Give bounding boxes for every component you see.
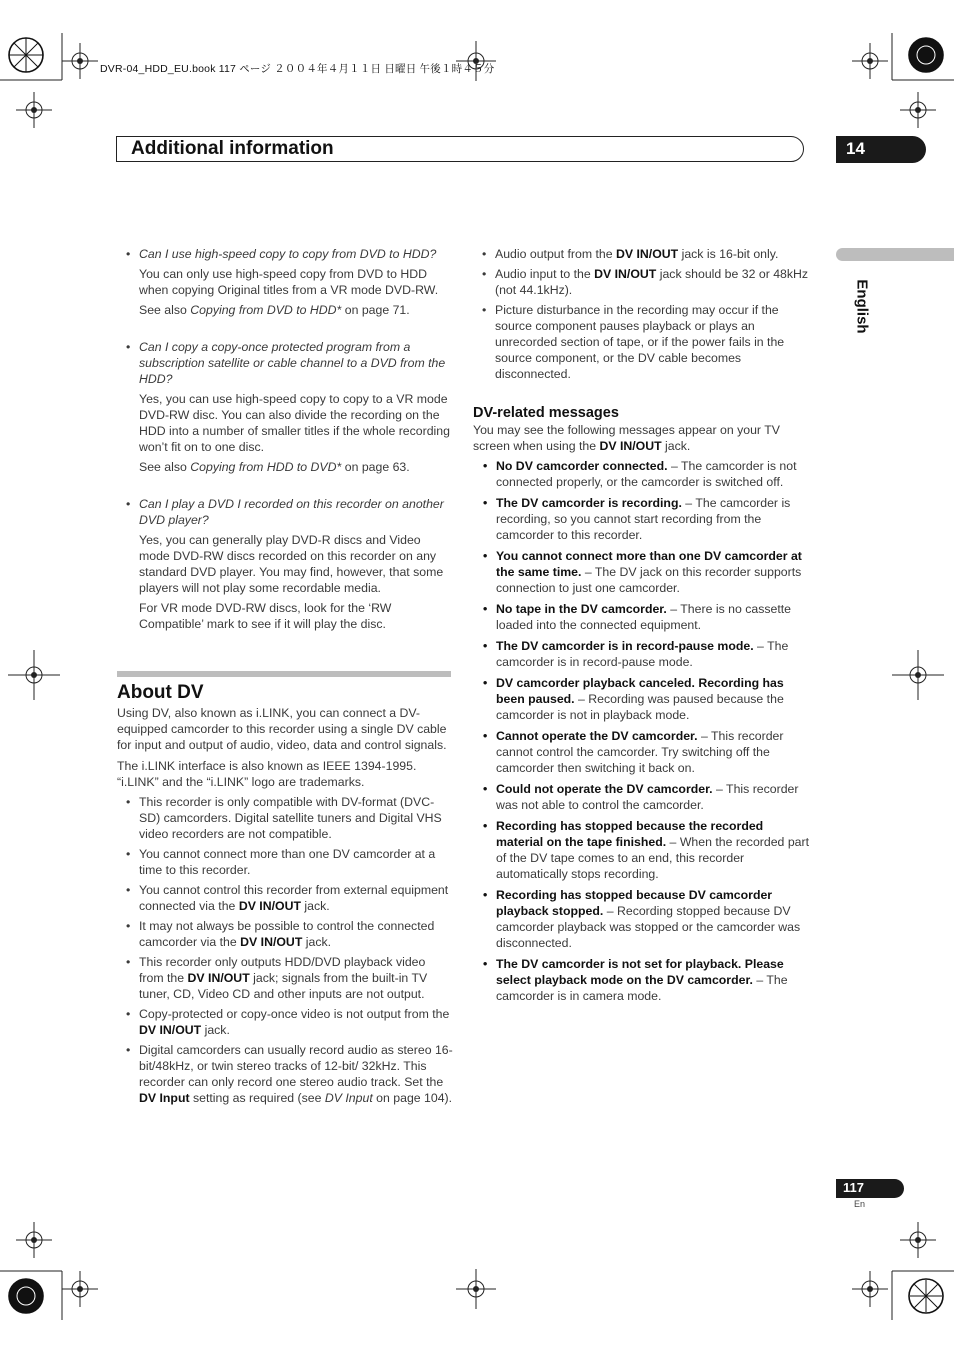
about-bullet-2: • You cannot connect more than one DV camcorder at a time to this recorder. — [117, 846, 453, 878]
about-bullet-1: • This recorder is only compatible with DV-format (DVC-SD) camcorders. Digital satellite tuners and Digital VHS video recorders are not compatible. — [117, 794, 453, 842]
page-language-code: En — [854, 1199, 866, 1209]
section-bar — [117, 671, 451, 677]
faq-question-2: • Can I copy a copy-once protected program from a subscription satellite or cable channel to a DVD from the HDD? — [117, 339, 453, 387]
about-bullet-6: • Copy-protected or copy-once video is not output from the DV IN/OUT jack. — [117, 1006, 453, 1038]
about-bullet-5: • This recorder only outputs HDD/DVD playback video from the DV IN/OUT jack; signals from the built-in TV tuner, CD, Video CD and other inputs are not output. — [117, 954, 453, 1002]
faq-see-also-2: See also Copying from HDD to DVD* on page 63. — [139, 460, 410, 474]
message-item: • Cannot operate the DV camcorder. – This recorder cannot control the camcorder. Try switching off the camcorder then switching it back on. — [473, 728, 809, 776]
file-info: DVR-04_HDD_EU.book 117 ページ ２００４年４月１１日 日曜日 午後１時４５分 — [100, 63, 495, 75]
about-bullet-7: • Digital camcorders can usually record audio as stereo 16-bit/48kHz, or twin stereo tracks of 12-bit/ 32kHz. This recorder can only record one stereo audio track. Set the DV Input setting as required (see DV Input on page 104). — [117, 1042, 453, 1106]
language-side-label: English — [853, 279, 871, 334]
language-side-bar — [836, 248, 954, 261]
message-item: • No DV camcorder connected. – The camcorder is not connected properly, or the camcorder is switched off. — [473, 458, 809, 490]
right-column — [473, 246, 809, 1004]
message-item: • Recording has stopped because the recorded material on the tape finished. – When the recorded part of the DV tape comes to an end, this recorder automatically stops recording. — [473, 818, 809, 882]
faq-extra-3: For VR mode DVD-RW discs, look for the ‘RW Compatible’ mark to see if it will play the disc. — [139, 601, 392, 631]
picture-disturbance-bullet: • Picture disturbance in the recording may occur if the source component pauses playback or plays an unrecorded section of tape, or if the power fails in the source component, or the DV cable becomes disconnected. — [473, 302, 809, 382]
faq-question-3: • Can I play a DVD I recorded on this recorder on another DVD player? — [117, 496, 453, 528]
audio-input-bullet: • Audio input to the DV IN/OUT jack should be 32 or 48kHz (not 44.1kHz). — [473, 266, 809, 298]
left-column — [117, 246, 453, 1106]
faq-question-1: • Can I use high-speed copy to copy from DVD to HDD? — [117, 246, 453, 262]
about-paragraph-2: The i.LINK interface is also known as IEEE 1394-1995. “i.LINK” and the “i.LINK” logo are trademarks. — [117, 759, 417, 789]
message-item: • The DV camcorder is recording. – The camcorder is recording, so you cannot start recording from the camcorder to this recorder. — [473, 495, 809, 543]
message-item: • The DV camcorder is not set for playback. Please select playback mode on the DV camcorder. – The camcorder is in camera mode. — [473, 956, 809, 1004]
message-item: • No tape in the DV camcorder. – There is no cassette loaded into the connected equipment. — [473, 601, 809, 633]
message-item: • Could not operate the DV camcorder. – This recorder was not able to control the camcorder. — [473, 781, 809, 813]
section-title-about-dv: About DV — [117, 682, 204, 703]
about-bullet-3: • You cannot control this recorder from external equipment connected via the DV IN/OUT jack. — [117, 882, 453, 914]
message-item: • You cannot connect more than one DV camcorder at the same time. – The DV jack on this recorder supports connection to just one camcorder. — [473, 548, 809, 596]
message-item: • Recording has stopped because DV camcorder playback stopped. – Recording stopped because DV camcorder playback was stopped or the camcorder was disconnected. — [473, 887, 809, 951]
faq-see-also-1: See also Copying from DVD to HDD* on page 71. — [139, 303, 410, 317]
about-paragraph-1: Using DV, also known as i.LINK, you can connect a DV-equipped camcorder to this recorder using a single DV cable for input and output of audio, video, data and control signals. — [117, 706, 447, 752]
faq-answer-3: Yes, you can generally play DVD-R discs and Video mode DVD-RW discs recorded on this recorder on any standard DVD player. You may find, however, that some players will not play some recordable media. — [139, 533, 444, 595]
section-title-dv-messages: DV-related messages — [473, 405, 619, 421]
chapter-number: 14 — [846, 139, 865, 158]
audio-output-bullet: • Audio output from the DV IN/OUT jack is 16-bit only. — [473, 246, 809, 262]
page-number: 117 — [843, 1180, 864, 1195]
header-title: Additional information — [131, 138, 334, 159]
message-item: • DV camcorder playback canceled. Recording has been paused. – Recording was paused because the camcorder is not in playback mode. — [473, 675, 809, 723]
faq-answer-1: You can only use high-speed copy from DVD to HDD when copying Original titles from a VR mode DVD-RW. — [139, 267, 439, 297]
messages-intro: You may see the following messages appear on your TV screen when using the DV IN/OUT jack. — [473, 423, 780, 453]
message-item: • The DV camcorder is in record-pause mode. – The camcorder is in record-pause mode. — [473, 638, 809, 670]
faq-answer-2: Yes, you can use high-speed copy to copy to a VR mode DVD-RW disc. You can also divide the recording on the HDD into a number of smaller titles if the whole recording won’t fit on to one disc. — [139, 392, 450, 454]
about-bullet-4: • It may not always be possible to control the connected camcorder via the DV IN/OUT jack. — [117, 918, 453, 950]
